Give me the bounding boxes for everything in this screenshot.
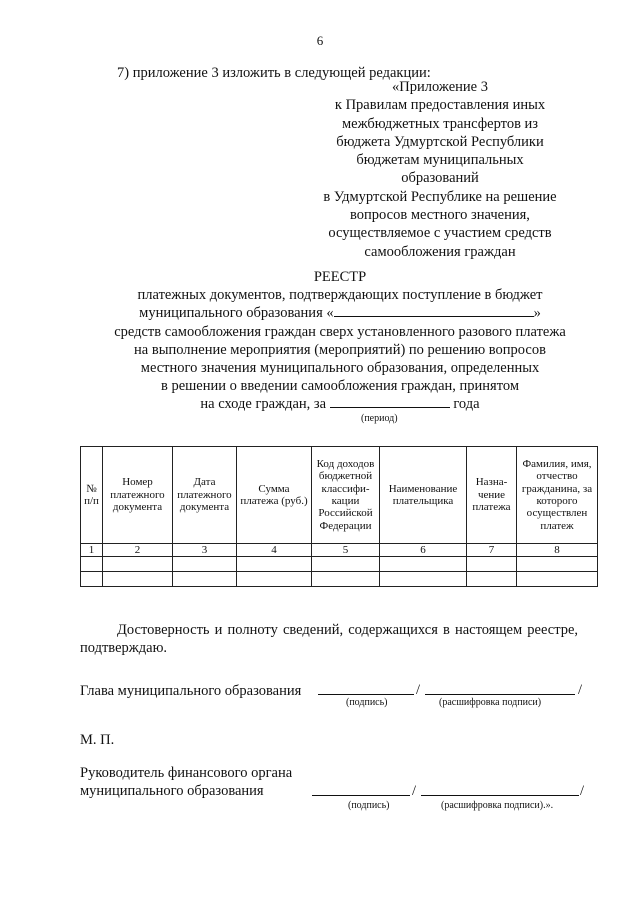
register-title: РЕЕСТР	[313, 269, 367, 285]
table-cell	[237, 572, 312, 587]
confirm-text: подтверждаю.	[80, 640, 168, 656]
municipality-blank	[334, 304, 534, 317]
register-heading	[0, 268, 640, 414]
table-cell	[237, 557, 312, 572]
register-line-prefix: муниципального образования «	[139, 305, 334, 322]
table-cell	[312, 572, 380, 587]
finance-signature-label: муниципального образования	[80, 783, 264, 799]
table-cell: 1	[81, 544, 103, 557]
table-header-cell: Назна-чение платежа	[467, 447, 517, 544]
table-cell	[380, 557, 467, 572]
period-caption: (период)	[361, 413, 398, 424]
table-header-cell: № п/п	[81, 447, 103, 544]
table-header-cell: Наименование плательщика	[380, 447, 467, 544]
head-decode-blank	[425, 682, 575, 695]
appendix-line: самообложения граждан	[364, 243, 516, 260]
period-blank	[330, 395, 450, 408]
decode-caption: (расшифровка подписи)	[439, 697, 542, 708]
table-header-cell: Сумма платежа (руб.)	[237, 447, 312, 544]
appendix-line: вопросов местного значения,	[350, 207, 530, 224]
sign-caption: (подпись)	[346, 697, 388, 708]
appendix-line: бюджета Удмуртской Республики	[336, 133, 544, 150]
register-line-period	[0, 395, 640, 413]
table-cell	[173, 572, 237, 587]
register-line-suffix: »	[533, 305, 541, 322]
appendix-heading	[320, 78, 560, 261]
register-line-municipality	[0, 304, 640, 322]
table-cell: 4	[237, 544, 312, 557]
register-line-suffix: года	[453, 396, 480, 413]
table-cell	[517, 572, 598, 587]
register-line: на выполнение мероприятия (мероприятий) по решению вопросов	[134, 341, 546, 358]
table-header-row	[81, 447, 598, 544]
head-signature-label: Глава муниципального образования	[80, 683, 302, 699]
appendix-line: межбюджетных трансфертов из	[341, 115, 539, 132]
table-cell	[312, 557, 380, 572]
register-table	[80, 446, 598, 587]
table-header-cell: Номер платежного документа	[103, 447, 173, 544]
table-cell: 7	[467, 544, 517, 557]
appendix-line: осуществляемое с участием средств	[328, 225, 552, 242]
appendix-line: в Удмуртской Республике на решение	[323, 188, 557, 205]
table-cell	[173, 557, 237, 572]
item-text: 7) приложение 3 изложить в следующей редакции:	[117, 65, 431, 81]
appendix-line: «Приложение 3	[392, 79, 488, 95]
head-signature-blank	[318, 682, 414, 695]
table-number-row	[81, 544, 598, 557]
register-line: местного значения муниципального образования, определенных	[140, 360, 540, 377]
register-line: средств самообложения граждан сверх установленного разового платежа	[114, 323, 566, 340]
table-header-cell: Фамилия, имя, отчество гражданина, за которого осуществлен платеж	[517, 447, 598, 544]
confirm-text: Достоверность и полноту сведений, содержащихся в настоящем реестре,	[117, 622, 579, 638]
slash: /	[416, 682, 421, 698]
slash: /	[580, 783, 585, 799]
appendix-line: к Правилам предоставления иных	[334, 97, 546, 114]
table-cell	[103, 572, 173, 587]
appendix-line: бюджетам муниципальных образований	[356, 152, 524, 187]
table-cell	[517, 557, 598, 572]
register-line-prefix: на сходе граждан, за	[200, 396, 327, 413]
table-cell: 6	[380, 544, 467, 557]
table-cell: 5	[312, 544, 380, 557]
table-cell	[467, 557, 517, 572]
register-line: платежных документов, подтверждающих поступление в бюджет	[137, 287, 543, 304]
table-header-cell: Дата платежного документа	[173, 447, 237, 544]
finance-signature-label: Руководитель финансового органа	[80, 765, 293, 781]
table-cell	[103, 557, 173, 572]
slash: /	[412, 783, 417, 799]
table-cell: 3	[173, 544, 237, 557]
page-number: 6	[316, 33, 324, 48]
table-cell	[81, 557, 103, 572]
register-line: в решении о введении самообложения граждан, принятом	[160, 378, 520, 395]
finance-decode-blank	[421, 783, 579, 796]
table-header-cell: Код доходов бюджетной классифи-кации Российской Федерации	[312, 447, 380, 544]
table-cell	[467, 572, 517, 587]
table-cell: 8	[517, 544, 598, 557]
table-row	[81, 557, 598, 572]
finance-signature-blank	[312, 783, 410, 796]
sign-caption: (подпись)	[348, 800, 390, 811]
table-cell: 2	[103, 544, 173, 557]
stamp-label: М. П.	[80, 732, 115, 748]
table-cell	[81, 572, 103, 587]
table-row	[81, 572, 598, 587]
decode-caption: (расшифровка подписи).».	[441, 800, 554, 811]
slash: /	[578, 682, 583, 698]
table-cell	[380, 572, 467, 587]
